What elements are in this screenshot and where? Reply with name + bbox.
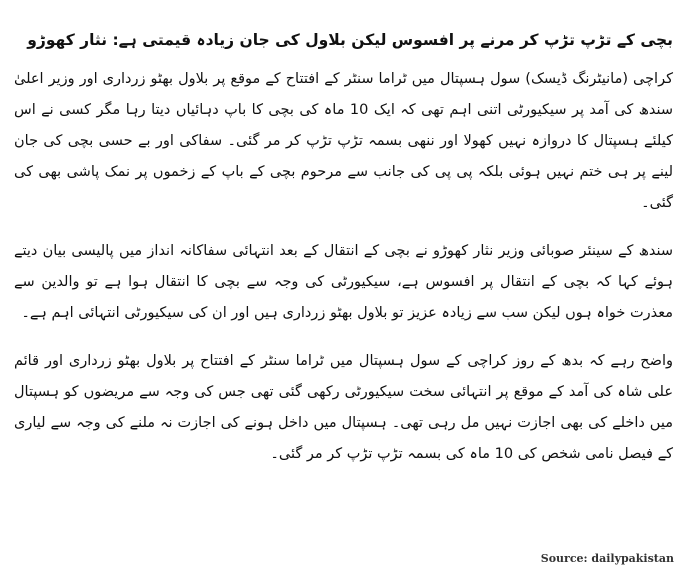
source-credit: Source: dailypakistan [540, 552, 674, 565]
article-paragraph: سندھ کے سینئر صوبائی وزیر نثار کھوڑو نے بچی کے انتقال کے بعد انتہائی سفاکانہ انداز میں پالیسی بیان دیتے ہوئے کہا کہ بچی کے انتقال پر افسوس ہے، سیکیورٹی کی وجہ سے بچی کا انتقال ہوا ہے تو والدین سے معذرت خواہ ہوں لیکن سب سے زیادہ عزیز تو بلاول بھٹو زرداری ہیں اور ان کی سیکیورٹی انتہائی اہم ہے۔ [14, 243, 673, 321]
article-paragraph: کراچی (مانیٹرنگ ڈیسک) سول ہسپتال میں ٹراما سنٹر کے افتتاح کے موقع پر بلاول بھٹو زرداری اور وزیر اعلیٰ سندھ کی آمد پر سیکیورٹی اتنی اہم تھی کہ ایک 10 ماہ کی بچی کا باپ دہائیاں دیتا رہا مگر کسی نے اس کیلئے ہسپتال کا دروازہ نہیں کھولا اور ننھی بسمہ تڑپ تڑپ کر مر گئی۔ سفاکی اور بے حسی بچی کی جان لینے پر ہی ختم نہیں ہوئی بلکہ پی پی کی جانب سے مرحوم بچی کے باپ کے زخموں پر نمک پاشی بھی کی گئی۔ [14, 71, 673, 211]
article-headline: بچی کے تڑپ تڑپ کر مرنے پر افسوس لیکن بلاول کی جان زیادہ قیمتی ہے: نثار کھوڑو [27, 31, 673, 49]
article-paragraph: واضح رہے کہ بدھ کے روز کراچی کے سول ہسپتال میں ٹراما سنٹر کے افتتاح پر بلاول بھٹو زرداری اور قائم علی شاہ کی آمد کے موقع پر انتہائی سخت سیکیورٹی رکھی گئی تھی جس کی وجہ سے مریضوں کو ہسپتال میں داخلے کی بھی اجازت نہیں مل رہی تھی۔ ہسپتال میں داخل ہونے کی اجازت نہ ملنے کی وجہ سے لیاری کے فیصل نامی شخص کی 10 ماہ کی بسمہ تڑپ تڑپ کر مر گئی۔ [14, 353, 673, 462]
